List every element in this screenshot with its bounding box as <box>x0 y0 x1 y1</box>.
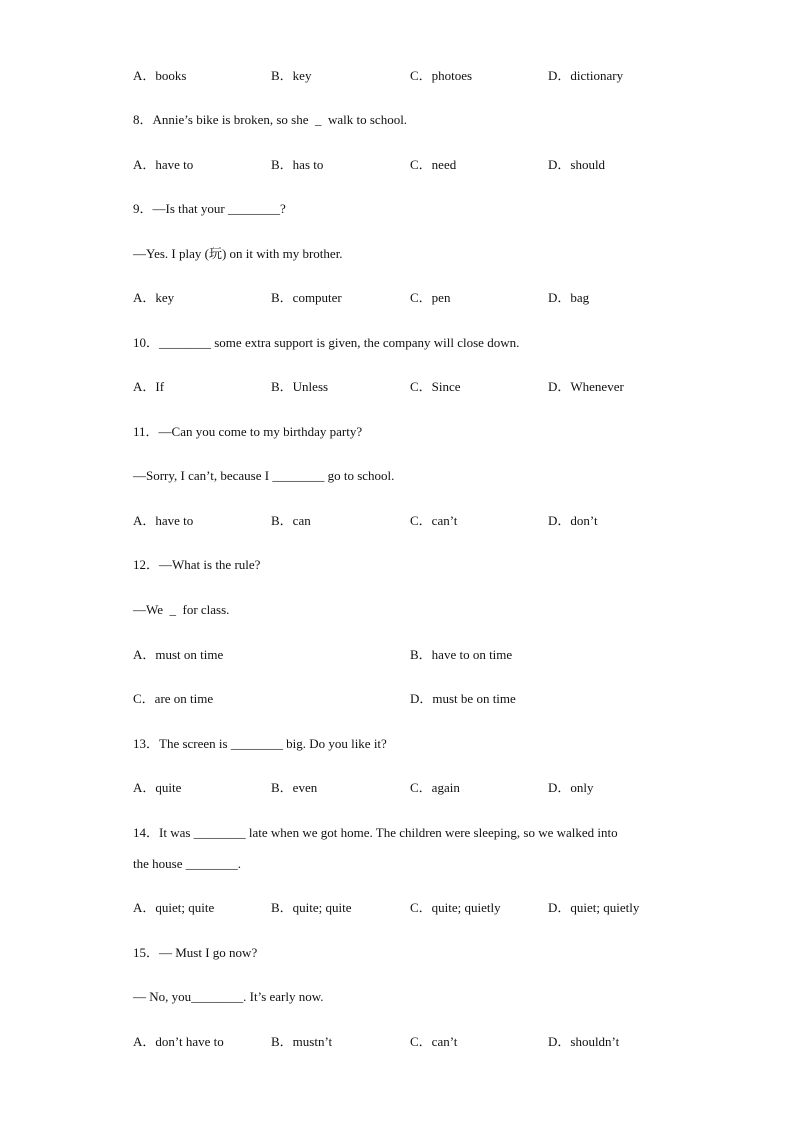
question-stem: 14．It was ________ late when we got home. The children were sleeping, so we walked into <box>133 825 618 840</box>
option-c: C．quite; quietly <box>410 900 501 915</box>
option-c: C．can’t <box>410 513 458 528</box>
option-b: B．computer <box>271 290 342 305</box>
option-d: D．must be on time <box>410 691 516 706</box>
option-c: C．can’t <box>410 1034 458 1049</box>
option-b: B．key <box>271 68 312 83</box>
option-d: D．shouldn’t <box>548 1034 620 1049</box>
option-c: C．again <box>410 780 460 795</box>
option-d: D．only <box>548 780 594 795</box>
dialogue-line: —We _ for class. <box>133 602 230 617</box>
option-d: D．dictionary <box>548 68 624 83</box>
option-a: A．quiet; quite <box>133 900 215 915</box>
option-a: A．quite <box>133 780 182 795</box>
option-d: D．Whenever <box>548 379 624 394</box>
question-stem: 12．—What is the rule? <box>133 557 261 572</box>
option-b: B．mustn’t <box>271 1034 333 1049</box>
question-stem: 9．—Is that your ________? <box>133 201 286 216</box>
option-a: A．must on time <box>133 647 224 662</box>
question-stem: 15．— Must I go now? <box>133 945 258 960</box>
option-c: C．are on time <box>133 691 214 706</box>
question-stem: 10．________ some extra support is given, the company will close down. <box>133 335 520 350</box>
option-d: D．should <box>548 157 606 172</box>
option-b: B．Unless <box>271 379 329 394</box>
option-b: B．has to <box>271 157 324 172</box>
option-b: B．quite; quite <box>271 900 352 915</box>
option-c: C．pen <box>410 290 451 305</box>
option-c: C．photoes <box>410 68 473 83</box>
option-a: A．books <box>133 68 187 83</box>
option-d: D．bag <box>548 290 590 305</box>
question-stem-continued: the house ________. <box>133 856 241 871</box>
option-b: B．even <box>271 780 318 795</box>
option-b: B．can <box>271 513 311 528</box>
option-d: D．don’t <box>548 513 598 528</box>
dialogue-line: — No, you________. It’s early now. <box>133 989 324 1004</box>
dialogue-line: —Yes. I play (玩) on it with my brother. <box>133 246 343 261</box>
option-a: A．have to <box>133 513 194 528</box>
option-a: A．key <box>133 290 175 305</box>
option-b: B．have to on time <box>410 647 513 662</box>
question-stem: 8．Annie’s bike is broken, so she _ walk to school. <box>133 112 408 127</box>
option-a: A．don’t have to <box>133 1034 224 1049</box>
option-d: D．quiet; quietly <box>548 900 640 915</box>
option-a: A．If <box>133 379 165 394</box>
option-c: C．need <box>410 157 457 172</box>
option-c: C．Since <box>410 379 461 394</box>
option-a: A．have to <box>133 157 194 172</box>
question-stem: 13．The screen is ________ big. Do you like it? <box>133 736 387 751</box>
dialogue-line: —Sorry, I can’t, because I ________ go to school. <box>133 468 395 483</box>
question-stem: 11．—Can you come to my birthday party? <box>133 424 363 439</box>
